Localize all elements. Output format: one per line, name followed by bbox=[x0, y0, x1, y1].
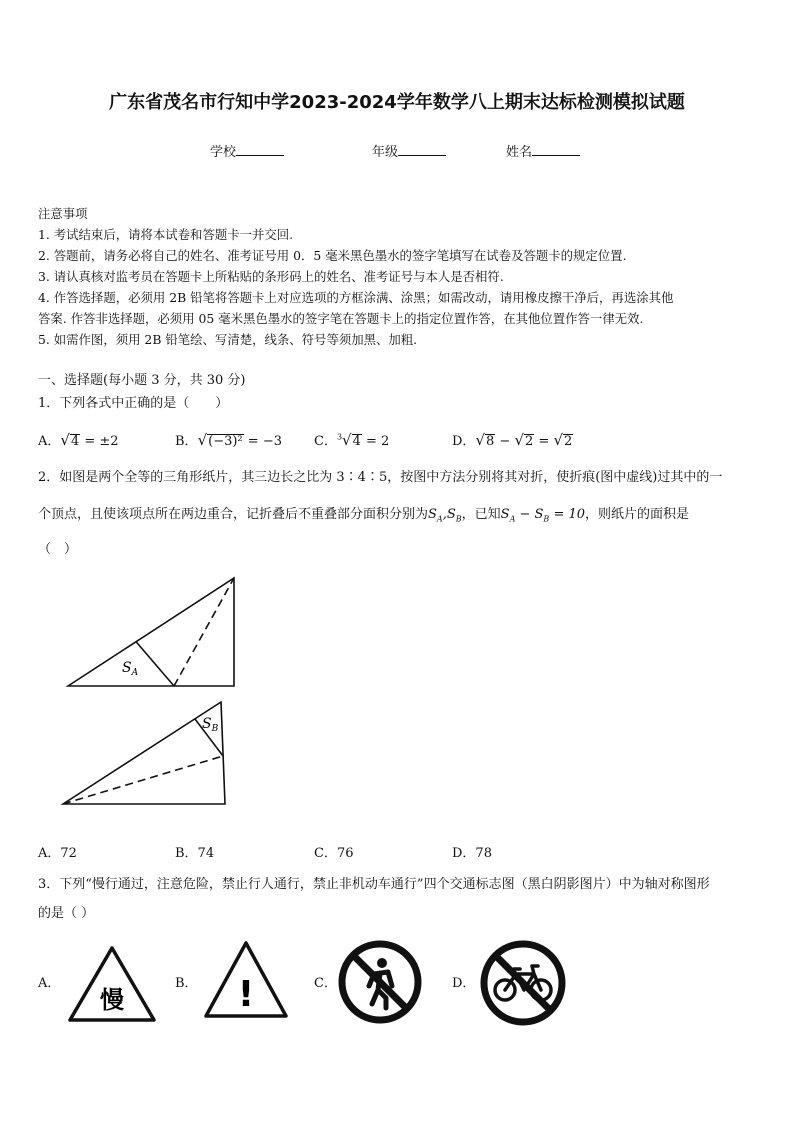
q2-line1: 2．如图是两个全等的三角形纸片，其三边长之比为 3∶4∶5，按图中方法分别将其对折，使折痕(图中虚线)过其中的一 bbox=[38, 470, 723, 485]
notes-block bbox=[38, 203, 762, 350]
option-label: D． bbox=[452, 434, 476, 449]
expression-rest: = ±2 bbox=[80, 434, 119, 449]
notes-item: 1. 考试结束后，请将本试卷和答题卡一并交回. bbox=[38, 227, 294, 242]
q2-option-c[interactable]: C．76 bbox=[314, 846, 354, 861]
triangle-figure-b bbox=[55, 698, 235, 810]
notes-item: 5. 如需作图，须用 2B 铅笔绘、写清楚，线条、符号等须加黑、加粗. bbox=[38, 332, 418, 347]
triangle-figure-a bbox=[60, 570, 245, 695]
q2-line2 bbox=[38, 505, 689, 530]
q1-option-d[interactable]: D．√8 − √2 = √2 bbox=[452, 431, 573, 449]
q2-text: ，已知 bbox=[461, 507, 501, 522]
q2-option-a[interactable]: A．72 bbox=[38, 846, 77, 861]
school-label: 学校 bbox=[210, 145, 237, 160]
q1-option-b[interactable]: B．√(−3)² = −3 bbox=[175, 431, 282, 449]
root-index: 3 bbox=[336, 432, 343, 442]
operator: = bbox=[534, 434, 554, 449]
expression-rest: = 2 bbox=[361, 434, 390, 449]
notes-item: 2. 答题前，请务必将自己的姓名、准考证号用 0．5 毫米黑色墨水的签字笔填写在试卷及答题卡的规定位置. bbox=[38, 248, 627, 263]
warning-sign-icon[interactable] bbox=[203, 940, 289, 1020]
q3-line1: 3．下列“慢行通过，注意危险，禁止行人通行，禁止非机动车通行”四个交通标志图（黑白阴影图片）中为轴对称图形 bbox=[38, 877, 710, 892]
option-label: A． bbox=[38, 434, 61, 449]
notes-item: 3. 请认真核对监考员在答题卡上所粘贴的条形码上的姓名、准考证号与本人是否相符. bbox=[38, 269, 504, 284]
exclamation-mark: ! bbox=[237, 974, 255, 1015]
sa-sb-symbols: $S_A,S_B$ bbox=[428, 507, 462, 524]
no-pedestrian-sign-icon[interactable] bbox=[336, 938, 424, 1026]
q1-stem: 1．下列各式中正确的是（ ） bbox=[38, 396, 229, 411]
radicand: (−3)² bbox=[208, 434, 243, 449]
section-heading: 一、选择题(每小题 3 分，共 30 分) bbox=[38, 373, 246, 388]
notes-heading: 注意事项 bbox=[38, 206, 88, 221]
condition-formula: $S_A - S_B = 10$ bbox=[500, 507, 586, 524]
option-label: C． bbox=[314, 434, 337, 449]
option-label: B． bbox=[175, 434, 198, 449]
slow-sign-icon[interactable] bbox=[66, 944, 158, 1024]
q3-option-a-label[interactable]: A． bbox=[38, 976, 61, 991]
notes-item: 答案. 作答非选择题，必须用 05 毫米黑色墨水的签字笔在答题卡上的指定位置作答，在其他位置作答一律无效. bbox=[38, 311, 644, 326]
grade-blank[interactable] bbox=[398, 144, 446, 156]
label-sa: $S_A$ bbox=[122, 660, 139, 678]
q3-option-c-label[interactable]: C． bbox=[314, 976, 337, 991]
page-title: 广东省茂名市行知中学2023-2024学年数学八上期末达标检测模拟试题 bbox=[109, 92, 685, 113]
q3-line2: 的是（ ） bbox=[38, 906, 95, 921]
q1-option-a[interactable]: A．√4 = ±2 bbox=[38, 431, 119, 449]
name-blank[interactable] bbox=[532, 144, 580, 156]
radicand: 8 bbox=[486, 434, 495, 449]
operator: − bbox=[495, 434, 515, 449]
q2-option-d[interactable]: D．78 bbox=[452, 846, 492, 861]
slow-char: 慢 bbox=[100, 986, 124, 1014]
q1-option-c[interactable]: C．$^3$√4 = 2 bbox=[314, 431, 390, 449]
grade-label: 年级 bbox=[372, 145, 399, 160]
expression-rest: = −3 bbox=[243, 434, 282, 449]
radicand: 2 bbox=[564, 434, 573, 449]
name-field bbox=[506, 141, 580, 160]
notes-item: 4. 作答选择题，必须用 2B 铅笔将答题卡上对应选项的方框涂满、涂黑；如需改动，请用橡皮擦干净后，再选涂其他 bbox=[38, 290, 674, 305]
school-blank[interactable] bbox=[236, 144, 284, 156]
label-sb: $S_B$ bbox=[202, 716, 219, 734]
school-field bbox=[210, 141, 284, 160]
name-label: 姓名 bbox=[506, 145, 533, 160]
q2-line3: （ ） bbox=[38, 542, 78, 557]
q3-option-d-label[interactable]: D． bbox=[452, 976, 476, 991]
grade-field bbox=[372, 141, 446, 160]
q2-text: ，则纸片的面积是 bbox=[585, 507, 690, 522]
radicand: 2 bbox=[525, 434, 534, 449]
no-bicycle-sign-icon[interactable] bbox=[478, 938, 568, 1028]
q3-option-b-label[interactable]: B． bbox=[175, 976, 198, 991]
q2-text: 个顶点，且使该项点所在两边重合，记折叠后不重叠部分面积分别为 bbox=[38, 507, 429, 522]
radicand: 4 bbox=[70, 434, 80, 449]
radicand: 4 bbox=[352, 434, 361, 449]
q2-option-b[interactable]: B．74 bbox=[175, 846, 215, 861]
